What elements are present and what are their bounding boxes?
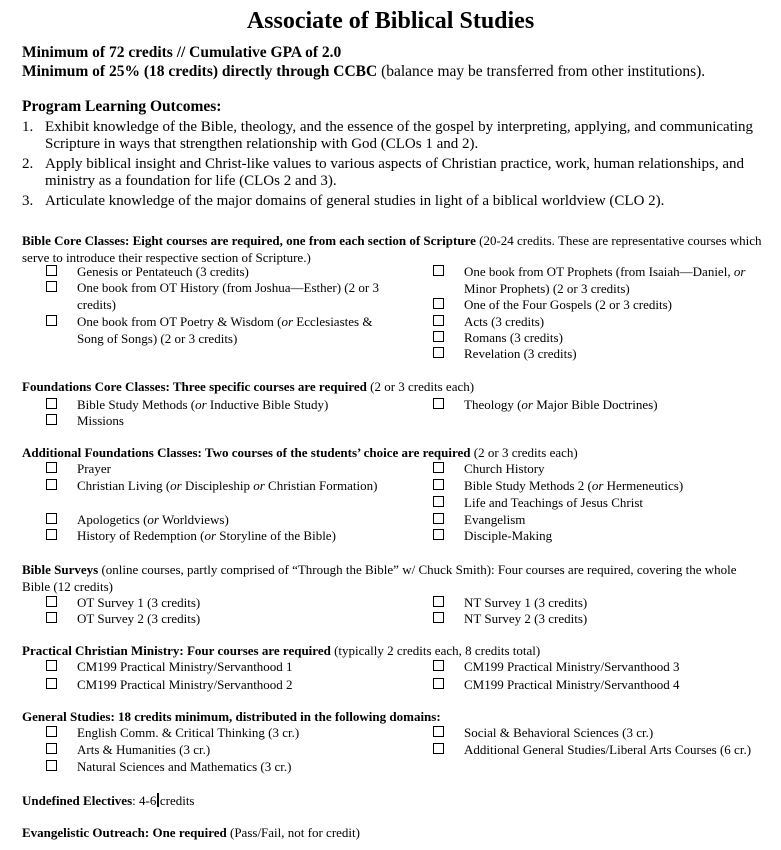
checklist-item <box>433 495 763 512</box>
plo-num: 1. <box>22 119 34 135</box>
checkbox[interactable] <box>46 513 57 524</box>
course-label: Natural Sciences and Mathematics (3 cr.) <box>77 759 292 774</box>
plo-item-1 <box>22 119 762 153</box>
checkbox[interactable] <box>46 743 57 754</box>
text-part: Hermeneutics) <box>603 478 684 493</box>
text-part: or <box>204 528 217 543</box>
electives-line <box>22 792 762 809</box>
course-label: One book from OT History (from Joshua—Esther) (2 or 3 credits) <box>77 280 379 312</box>
plo-heading: Program Learning Outcomes: <box>22 98 222 115</box>
course-label <box>77 512 386 529</box>
checkbox[interactable] <box>46 414 57 425</box>
section-heading: Bible Surveys <box>22 562 99 577</box>
checklist-item <box>46 280 386 313</box>
text-part: Bible Study Methods 2 ( <box>464 478 592 493</box>
plo-item-3 <box>22 193 762 210</box>
checklist-item <box>433 461 763 478</box>
checklist-item <box>433 611 763 628</box>
checklist-item <box>46 742 386 759</box>
section-heading: Practical Christian Ministry: Four courses are required <box>22 643 331 658</box>
section-note: (2 or 3 credits each) <box>366 379 475 394</box>
course-label: CM199 Practical Ministry/Servanthood 1 <box>77 659 293 674</box>
checklist-item <box>46 725 386 742</box>
text-part: One book from OT Prophets (from Isaiah—Daniel, <box>464 264 734 279</box>
additional-heading <box>22 444 762 461</box>
plo-text: Articulate knowledge of the major domains of general studies in light of a biblical worldview (CLO 2). <box>45 193 665 209</box>
course-label <box>77 478 386 495</box>
surveys-heading <box>22 561 762 595</box>
checklist-item <box>433 478 763 495</box>
section-heading: Additional Foundations Classes: Two courses of the students’ choice are required <box>22 445 471 460</box>
course-label: Missions <box>77 413 124 428</box>
text-part: Minor Prophets) (2 or 3 credits) <box>464 280 630 296</box>
checkbox[interactable] <box>46 660 57 671</box>
course-label <box>464 478 763 495</box>
course-label: One of the Four Gospels (2 or 3 credits) <box>464 297 672 312</box>
residency-requirement-note: (balance may be transferred from other institutions). <box>377 63 706 80</box>
checkbox[interactable] <box>46 529 57 540</box>
checkbox[interactable] <box>46 398 57 409</box>
electives-range: : 4-6 <box>132 793 157 808</box>
course-label: NT Survey 1 (3 credits) <box>464 595 588 610</box>
checkbox[interactable] <box>433 462 444 473</box>
section-note: (2 or 3 credits each) <box>470 445 578 460</box>
checkbox[interactable] <box>46 281 57 292</box>
checklist-item <box>46 413 386 430</box>
section-note: (typically 2 credits each, 8 credits total) <box>330 643 541 658</box>
bible-core-heading <box>22 232 762 266</box>
checkbox[interactable] <box>46 265 57 276</box>
checkbox[interactable] <box>46 612 57 623</box>
course-label: Evangelism <box>464 512 526 527</box>
checkbox[interactable] <box>433 347 444 358</box>
checklist-item <box>433 314 763 331</box>
course-label: Romans (3 credits) <box>464 330 563 345</box>
checklist-item <box>46 759 386 776</box>
text-part: Worldviews) <box>158 512 229 527</box>
text-part: Major Bible Doctrines) <box>532 397 658 412</box>
checklist-item <box>433 512 763 529</box>
course-label: Social & Behavioral Sciences (3 cr.) <box>464 725 654 740</box>
checklist-item <box>433 330 763 347</box>
text-part: or <box>147 512 159 527</box>
section-heading: Undefined Electives <box>22 793 133 808</box>
course-label: OT Survey 2 (3 credits) <box>77 611 201 626</box>
checkbox[interactable] <box>433 331 444 342</box>
checkbox[interactable] <box>433 726 444 737</box>
checkbox[interactable] <box>46 678 57 689</box>
residency-requirement <box>22 63 705 81</box>
checklist-item <box>46 264 386 281</box>
text-part: Discipleship <box>181 478 254 493</box>
plo-num: 2. <box>22 156 34 172</box>
checklist-item <box>433 297 763 314</box>
course-label <box>77 528 386 545</box>
section-note: (Pass/Fail, not for credit) <box>226 825 360 840</box>
text-part: or <box>170 478 182 493</box>
checklist-item <box>46 512 386 529</box>
checklist-item <box>433 397 763 414</box>
checklist-item <box>46 595 386 612</box>
course-label: Genesis or Pentateuch (3 credits) <box>77 264 249 279</box>
electives-unit: credits <box>159 793 195 808</box>
checkbox[interactable] <box>433 496 444 507</box>
checklist-item <box>46 461 386 478</box>
checklist-item <box>46 528 386 545</box>
course-label: CM199 Practical Ministry/Servanthood 4 <box>464 677 680 692</box>
checkbox[interactable] <box>433 529 444 540</box>
section-heading: Evangelistic Outreach: One required <box>22 825 227 840</box>
checklist-item <box>433 725 763 742</box>
checklist-item <box>433 346 763 363</box>
checkbox[interactable] <box>46 760 57 771</box>
checkbox[interactable] <box>433 298 444 309</box>
course-label: Church History <box>464 461 545 476</box>
text-part: or <box>281 314 294 329</box>
checkbox[interactable] <box>46 596 57 607</box>
course-label <box>77 397 386 414</box>
course-label: Disciple-Making <box>464 528 553 543</box>
checklist-item <box>46 677 386 694</box>
checkbox[interactable] <box>433 678 444 689</box>
text-part: Apologetics ( <box>77 512 148 527</box>
checklist-item <box>46 397 386 414</box>
course-label: Arts & Humanities (3 cr.) <box>77 742 211 757</box>
text-part: or <box>253 478 265 493</box>
checklist-item <box>46 611 386 628</box>
general-heading <box>22 708 762 725</box>
checklist-item <box>433 528 763 545</box>
checklist-item <box>46 659 386 676</box>
text-part: Bible Study Methods ( <box>77 397 196 412</box>
course-label: OT Survey 1 (3 credits) <box>77 595 201 610</box>
section-heading: Foundations Core Classes: Three specific courses are required <box>22 379 367 394</box>
checklist-item <box>46 478 386 495</box>
checklist-item <box>433 659 763 676</box>
checklist-item <box>433 595 763 612</box>
checkbox[interactable] <box>433 265 444 276</box>
course-label: Prayer <box>77 461 111 476</box>
checkbox[interactable] <box>46 726 57 737</box>
course-label: NT Survey 2 (3 credits) <box>464 611 588 626</box>
checkbox[interactable] <box>433 513 444 524</box>
section-heading: General Studies: 18 credits minimum, distributed in the following domains: <box>22 709 441 724</box>
checkbox[interactable] <box>433 743 444 754</box>
plo-item-2 <box>22 156 762 190</box>
text-part: Inductive Bible Study) <box>206 397 329 412</box>
checkbox[interactable] <box>46 462 57 473</box>
course-label: Revelation (3 credits) <box>464 346 577 361</box>
section-note: (20-24 credits. These are representative courses which serve to introduce their respective section of Scripture.) <box>22 233 762 265</box>
credit-requirement: Minimum of 72 credits // Cumulative GPA of 2.0 <box>22 44 342 61</box>
text-part: or <box>521 397 533 412</box>
checkbox[interactable] <box>433 596 444 607</box>
course-label <box>77 314 386 347</box>
course-label: Life and Teachings of Jesus Christ <box>464 495 644 510</box>
text-part: Ecclesiastes & Song of Songs) (2 or 3 credits) <box>77 314 373 346</box>
text-part: Christian Formation) <box>264 478 378 493</box>
text-part: Theology ( <box>464 397 522 412</box>
course-label: CM199 Practical Ministry/Servanthood 2 <box>77 677 293 692</box>
residency-requirement-bold: Minimum of 25% (18 credits) directly through CCBC <box>22 63 378 80</box>
checkbox[interactable] <box>433 479 444 490</box>
checkbox[interactable] <box>433 612 444 623</box>
ministry-heading <box>22 642 762 659</box>
text-part: or <box>591 478 604 493</box>
text-part: One book from OT Poetry & Wisdom ( <box>77 314 282 329</box>
text-part: or <box>733 264 746 279</box>
text-part: History of Redemption ( <box>77 528 205 543</box>
checkbox[interactable] <box>46 479 57 490</box>
checkbox[interactable] <box>433 315 444 326</box>
course-label: CM199 Practical Ministry/Servanthood 3 <box>464 659 680 674</box>
section-note: (online courses, partly comprised of “Through the Bible” w/ Chuck Smith): Four courses are required, covering the whole Bible (12 credits) <box>22 562 737 594</box>
checkbox[interactable] <box>433 398 444 409</box>
text-cursor <box>157 793 159 807</box>
page-title: Associate of Biblical Studies <box>246 8 535 34</box>
checkbox[interactable] <box>46 315 57 326</box>
course-label: Additional General Studies/Liberal Arts Courses (6 cr.) <box>464 742 752 757</box>
plo-text: Apply biblical insight and Christ-like values to various aspects of Christian practice, work, human relationships, and ministry as a foundation for life (CLOs 2 and 3). <box>45 156 745 189</box>
checklist-item <box>433 677 763 694</box>
plo-num: 3. <box>22 193 34 209</box>
text-part: or <box>195 397 207 412</box>
checkbox[interactable] <box>433 660 444 671</box>
foundations-heading <box>22 378 762 395</box>
plo-text: Exhibit knowledge of the Bible, theology, and the essence of the gospel by interpreting, applying, and communicating Scripture in ways that strengthen relationship with God (CLOs 1 and 2). <box>45 119 754 152</box>
checklist-item <box>433 264 763 297</box>
course-label <box>464 264 763 297</box>
course-label <box>464 397 763 414</box>
text-part: Storyline of the Bible) <box>216 528 336 543</box>
course-label: Acts (3 credits) <box>464 314 545 329</box>
checklist-item <box>433 742 763 759</box>
text-part: Christian Living ( <box>77 478 171 493</box>
checklist-item <box>46 314 386 347</box>
course-label: English Comm. & Critical Thinking (3 cr.) <box>77 725 300 740</box>
outreach-line <box>22 824 762 841</box>
section-heading: Bible Core Classes: Eight courses are required, one from each section of Scripture <box>22 233 476 248</box>
